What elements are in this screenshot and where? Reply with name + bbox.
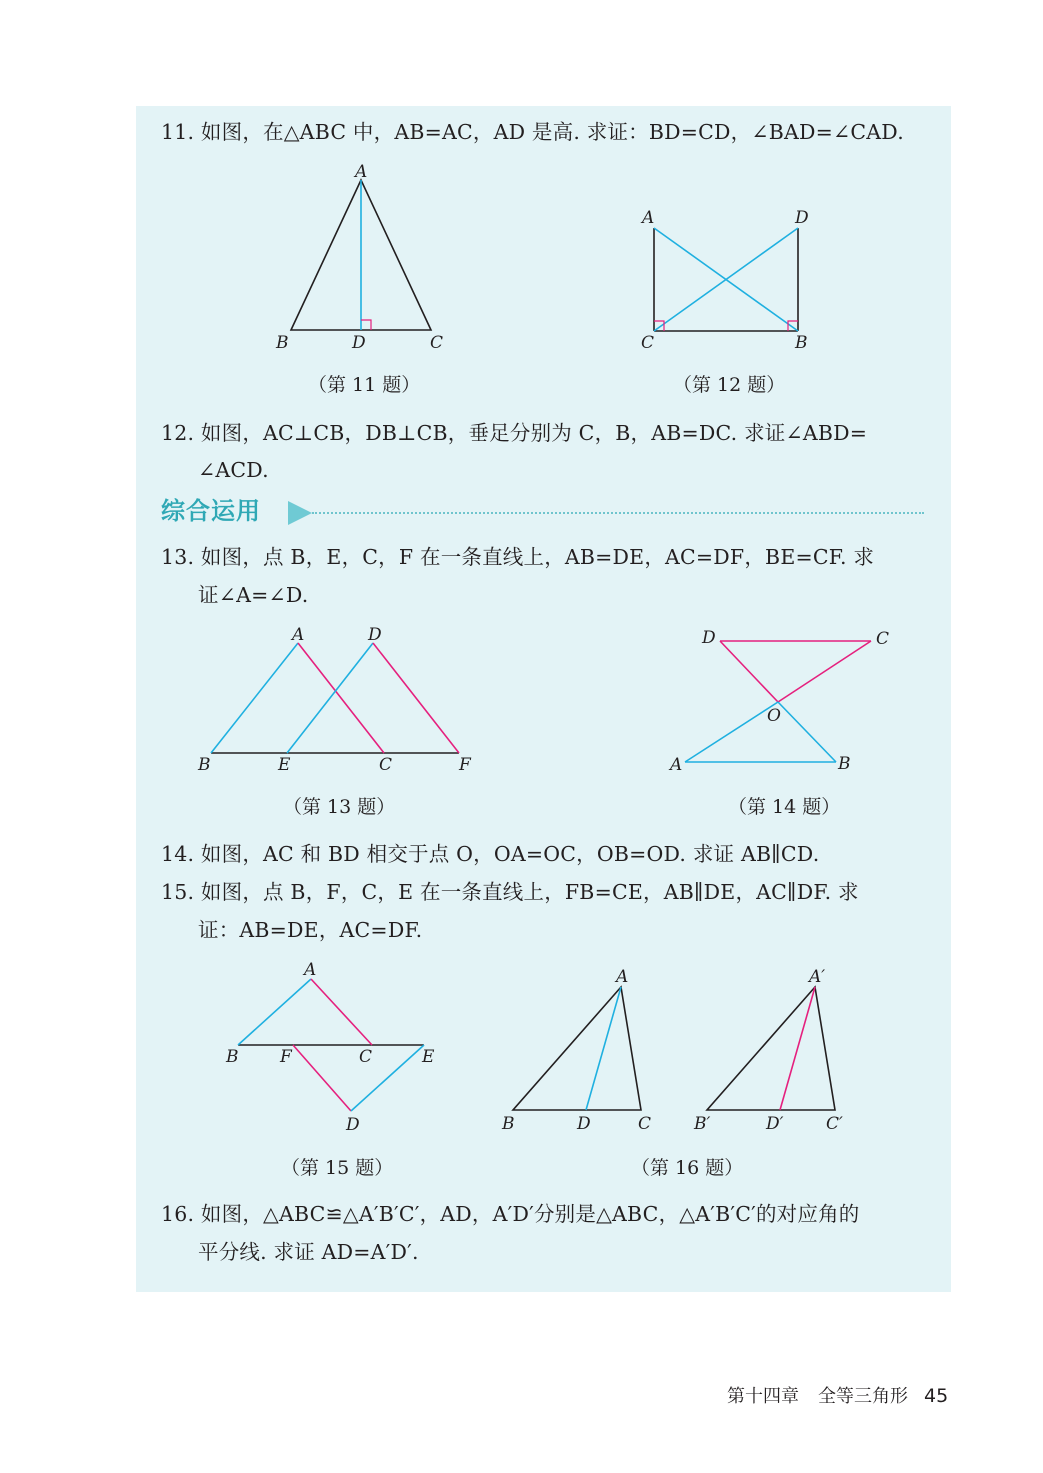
segment-ob — [778, 702, 836, 762]
problem-12-text-cont: ∠ACD. — [198, 458, 269, 482]
caption-fig-15: （第 15 题） — [281, 1157, 394, 1179]
label-a: A — [355, 162, 368, 182]
caption-fig-13: （第 13 题） — [283, 796, 396, 818]
problem-12-text: 12. 如图，AC⊥CB，DB⊥CB，垂足分别为 C，B，AB=DC. 求证∠ABD= — [161, 421, 868, 445]
label-f: F — [280, 1047, 292, 1067]
label-a: A — [616, 967, 629, 987]
bisector-a-prime-d-prime — [780, 987, 815, 1110]
figure-12 — [640, 208, 809, 353]
figure-13 — [197, 625, 472, 775]
triangle-arrow-icon — [287, 500, 313, 526]
segment-fd — [293, 1045, 351, 1111]
segment-de — [287, 643, 373, 753]
label-e: E — [278, 755, 291, 775]
label-d: D — [352, 333, 366, 353]
label-d: D — [368, 625, 382, 645]
label-d: D — [702, 628, 716, 648]
caption-fig-11: （第 11 题） — [308, 374, 421, 396]
caption-fig-14: （第 14 题） — [728, 796, 841, 818]
problem-13-text-cont: 证∠A=∠D. — [198, 583, 309, 607]
label-f: F — [459, 755, 471, 775]
section-divider — [312, 512, 924, 514]
label-b-prime: B′ — [694, 1114, 711, 1134]
problem-13-text: 13. 如图，点 B，E，C，F 在一条直线上，AB=DE，AC=DF，BE=CF. 求 — [161, 545, 875, 569]
label-b: B — [502, 1114, 515, 1134]
figure-16-triangle-abc — [501, 967, 651, 1134]
label-b: B — [838, 754, 851, 774]
label-a: A — [304, 960, 317, 980]
triangle-a-prime-b-prime-c-prime — [707, 987, 835, 1110]
label-d: D — [577, 1114, 591, 1134]
problem-15-text: 15. 如图，点 B，F，C，E 在一条直线上，FB=CE，AB∥DE，AC∥DF. 求 — [161, 880, 859, 904]
segment-ac — [311, 979, 372, 1045]
segment-do — [720, 641, 778, 702]
footer-chapter: 第十四章 — [727, 1386, 799, 1407]
footer-title: 全等三角形 — [818, 1386, 908, 1407]
triangle-abc — [513, 987, 641, 1110]
section-title: 综合运用 — [161, 497, 261, 525]
label-d: D — [346, 1115, 360, 1135]
figure-16-triangle-a1b1c1 — [693, 967, 843, 1134]
right-angle-mark — [361, 320, 371, 330]
problem-11-text: 11. 如图，在△ABC 中，AB=AC，AD 是高. 求证：BD=CD，∠BAD=∠CAD. — [161, 120, 904, 144]
problem-14-text: 14. 如图，AC 和 BD 相交于点 O，OA=OC，OB=OD. 求证 AB∥CD. — [161, 842, 820, 866]
problem-16-text-cont: 平分线. 求证 AD=A′D′. — [198, 1240, 419, 1264]
label-c: C — [379, 755, 393, 775]
label-b: B — [198, 755, 211, 775]
figure-11 — [275, 162, 443, 353]
segment-ac — [298, 643, 384, 753]
figure-14 — [668, 628, 889, 775]
figure-15 — [225, 960, 435, 1135]
label-b: B — [226, 1047, 239, 1067]
label-c-prime: C′ — [826, 1114, 843, 1134]
problem-15-text-cont: 证：AB=DE，AC=DF. — [198, 918, 423, 942]
segment-df — [373, 643, 459, 753]
caption-fig-16: （第 16 题） — [631, 1157, 744, 1179]
label-o: O — [767, 706, 781, 726]
label-a-prime: A′ — [809, 967, 826, 987]
label-c: C — [430, 333, 444, 353]
label-c: C — [359, 1047, 373, 1067]
label-a: A — [642, 208, 655, 228]
label-e: E — [422, 1047, 435, 1067]
label-c: C — [638, 1114, 652, 1134]
label-a: A — [670, 755, 683, 775]
label-c: C — [876, 629, 890, 649]
label-c: C — [641, 333, 655, 353]
label-d: D — [795, 208, 809, 228]
segment-ab — [238, 979, 311, 1045]
label-d-prime: D′ — [766, 1114, 784, 1134]
page-number: 45 — [924, 1385, 949, 1407]
label-a: A — [292, 625, 305, 645]
label-b: B — [795, 333, 808, 353]
caption-fig-12: （第 12 题） — [673, 374, 786, 396]
segment-oa — [685, 702, 778, 762]
problem-16-text: 16. 如图，△ABC≌△A′B′C′，AD，A′D′分别是△ABC，△A′B′C′的对应角的 — [161, 1202, 860, 1226]
segment-co — [778, 641, 871, 702]
bisector-ad — [586, 987, 621, 1110]
label-b: B — [276, 333, 289, 353]
segment-ab — [211, 643, 298, 753]
